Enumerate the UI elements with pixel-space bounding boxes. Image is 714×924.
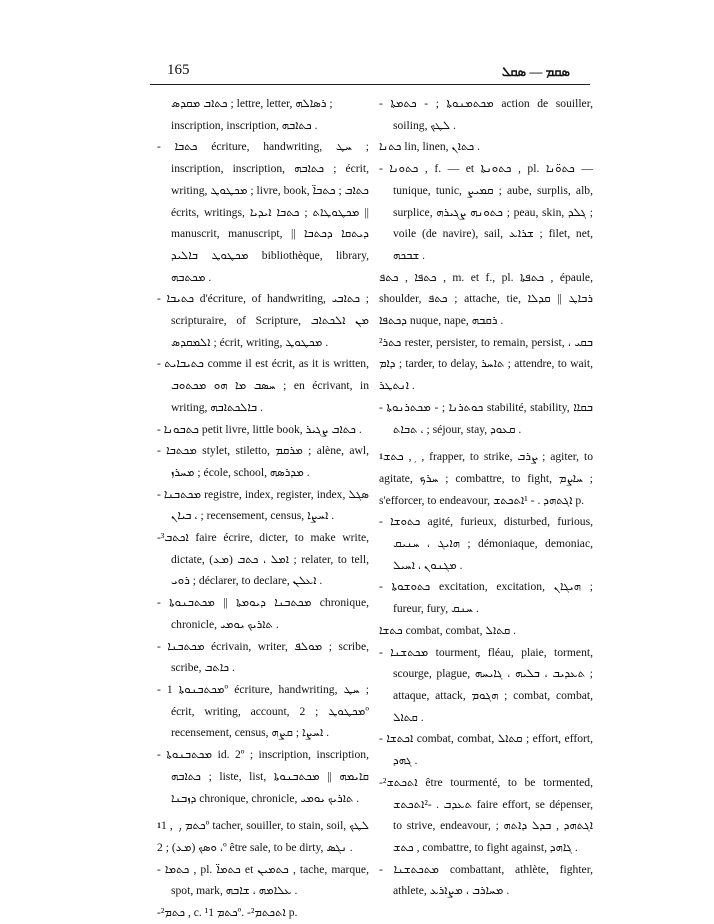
entry-text: inscription, inscription, ܟܬܐܒܗ . [171, 118, 318, 132]
entry-text: - ܡܟܬܫܢܐ tourment, fléau, plaie, torment, scourge, plague, ܬܥܕܝܒ ، ܒܠܝܗ ، ܓܐܝܚܗ ; attaque, attack, ܗܓܘܡ ; combat, combat, ܩܬܐܠ . [379, 645, 594, 724]
dictionary-entry [379, 136, 593, 158]
entry-text: - ܡܟܬܒܢܐ écrivain, writer, ܡܘܠܦ ; scribe, scribe, ܟܐܬܒ . [157, 639, 369, 675]
page-header [0, 62, 714, 84]
dictionary-entry [157, 679, 369, 744]
entry-text: - ܟܬܒܘܢܐ petit livre, little book, ܟܬܐܒ ܨܓܝܪ . [157, 422, 362, 436]
dictionary-entry [157, 859, 369, 902]
entry-text: - ܟܬܘܢܐ , f. — et ܟܬܘܢܬܐ , pl. ܟܬܘ̈ܢܐ — tunique, tunic, ܩܡܝܨ ; aube, surplis, alb, surplice, ܟܬܘܢܗ ܨܓܝܪܗ ; peau, skin, ܓܠܕ ; voile (de navire), sail, ܫܪܐܥ ; filet, net, ܫܒܟܗ . [379, 162, 594, 262]
entry-text: - ܡܟܬܒܢܘܬܐ id. 2º ; inscription, inscription, ܟܬܐܒܗ ; liste, list, ܩܐܝܡܗ || ܡܟܬܒܢܘܬܐ ܕܙܒܢܐ chronique, chronicle, ܬܐܪܝܟ ܝܘܡܝ . [157, 748, 370, 805]
entry-text: -²ܟܬܡ , c. ¹ܟܬܡ 1º. -²ܐܬܟܬܡ p. [157, 906, 298, 920]
dictionary-entry [157, 440, 369, 483]
header-rule [150, 84, 590, 85]
dictionary-entry [157, 902, 369, 924]
entry-text: - ܡܬܟܬܫܢܐ combattant, athlète, fighter, athlete, ܡܚܐܪܒ ، ܡܨܐܪܥ . [379, 862, 593, 898]
dictionary-entry [157, 484, 369, 527]
dictionary-entry [379, 446, 593, 511]
dictionary-entry [157, 93, 369, 115]
dictionary-entry [379, 93, 593, 136]
dictionary-entry [379, 332, 593, 397]
dictionary-entry [157, 527, 369, 592]
dictionary-entry [379, 728, 593, 771]
entry-text: - ܟܬܘܫܐ agité, furieux, disturbed, furious, ܗܐܝܓ ، ܚܢܝܩ ; démoniaque, demoniac, ܡܓܢܘܢ ، ܐܚܝܠ . [379, 515, 593, 572]
entry-text: ²ܟܬܪ rester, persister, to remain, persist, ܒܩܝ ، ܕܐܡ ; tarder, to delay, ܬܐܚܪ ; attendre, to wait, ܐܢܬܛܪ . [379, 335, 593, 393]
dictionary-entry [379, 772, 593, 859]
entry-text: - ܟܬܒܐ écriture, handwriting, ܚܛ ; inscription, inscription, ܟܬܐܒܗ ; écrit, writing, ܡܟܛܘܛ ; livre, book, ܟܬܐܒ ; ܟܬܒܐ̈ écrits, writings, ܡܟܛܘܛܐܬ ; ܟܬܒܐ ܐܝܕܝܐ || manuscrit, manuscript, ܕܝܬܩܐ ܕܟܬܒܐ || ܡܟܛܘܛ ܒܐܠܝܕ bibliothèque, library, ܡܟܬܒܗ . [157, 140, 370, 284]
dictionary-entry [379, 620, 593, 642]
entry-text: ܟܬܦܐ , ܟܬܦ , m. et f., pl. ܟܬܦܬܐ , épaule, shoulder, ܟܬܦ ; attache, tie, ܪܒܐܛ || ܩܕܠܐ ܕܟܬܦܐ nuque, nape, ܪܩܒܗ . [379, 270, 593, 328]
entry-text: ܟܬܫ , ܼ , frapper, to strike, ܨܪܒ ; agiter, to agitate, ܚܪܟ ; combattre, to fight, ܚܐܨܡ ; s'efforcer, to endeavour, ܐܓܬܗܕ . - ¹ܐܬܟܬܫ p. [379, 450, 594, 507]
entry-text: - ܡܟܬܒܢܘܬܐ 1º écriture, handwriting, ܚܛ ; écrit, writing, account, ܡܟܛܘܛ ; 2º recensement, census, ܐܚܨܐ ; ܩܨܗ . [157, 682, 370, 740]
dictionary-entry [157, 419, 369, 441]
dictionary-entry [157, 636, 369, 679]
entry-text: ܟܬܢܐ lin, linen, ܟܬܐܢ . [379, 140, 481, 154]
dictionary-entry [157, 592, 369, 635]
entry-text: - ܟܬܝܒܐ d'écriture, of handwriting, ܟܬܐܒܝ ; scripturaire, of Scripture, ܡܢ ܐܠܟܬܐܒ ܐܠܡܩܕܣ ; écrit, writing, ܡܟܛܘܛ . [157, 292, 370, 349]
dictionary-entry [379, 576, 593, 619]
dictionary-entry [379, 642, 593, 729]
entry-text: - ܡܟܬܒܢܐ registre, index, register, index, ܣܓܠ ، ܒܝܐܢ ; recensement, census, ܐܚܨܐ . [157, 487, 369, 523]
entry-superscript: 1 [379, 452, 383, 462]
dictionary-entry [157, 353, 369, 418]
dictionary-entry [379, 397, 593, 440]
entry-text: ܟܬܐܒ ܡܩܕܣ ; lettre, letter, ܪܣܐܠܗ ; [171, 97, 333, 110]
dictionary-entry [157, 136, 369, 288]
entry-text: - ܟܬܡܐ , pl. ܟܬܡܐ̈ et ܟܬܡܝܢ , tache, marque, spot, mark, ܥܠܐܡܗ ، ܫܐܒܗ . [157, 862, 369, 898]
entry-text: - ܡܟܬܒܐ stylet, stiletto, ܡܪܩܡ ; alène, awl, ܡܚܪܙ ; école, school, ܡܕܪܣܗ . [157, 444, 369, 479]
dictionary-entry [157, 744, 369, 809]
entry-superscript: 1 [157, 821, 161, 831]
entry-text: ܟܬܡ , ܼ , 1º tacher, souiller, to stain, soil, ܠܛܟ ، ܘܣܟ (ܡܥ) ; 2º être sale, to be dirty, ܢܓܣ . [157, 819, 369, 854]
left-column [157, 93, 369, 924]
dictionary-entry [157, 815, 369, 858]
entry-text: -²ܐܬܟܬܫ être tourmenté, to be tormented, ܬܥܕܒ . -²ܐܬܟܬܫ faire effort, se dépenser, to strive, endeavour, ܐܓܬܗܕ , ܒܕܠ ܕܐܬܗ ; ܟܬܫ , combattre, to fight against, ܓܐܗܕ . [379, 775, 593, 854]
entry-text: - ܡܟܬܡܢܘܬܐ ; - ܟܬܡܬܐ action de souiller, soiling, ܠܛܟ . [379, 97, 593, 132]
entry-text: - ܡܟܬܒܢܐ ܕܝܘܡܬܐ || ܡܟܬܒܢܘܬܐ chronique, chronicle, ܬܐܪܝܟ ܝܘܡܝ . [157, 596, 370, 631]
running-head: ܣܩܡ — ܣܩܠ [501, 64, 570, 79]
dictionary-entry [157, 288, 369, 353]
entry-text: - ܟܬܘܫܘܬܐ excitation, excitation, ܗܝܓܐܢ ; fureur, fury, ܚܢܩ . [379, 580, 594, 616]
entry-text: - ܟܬܝܒܐܝܬ comme il est écrit, as it is written, ܚܣܒ ܡܐ ܗܘ ܡܟܬܘܒ ; en écrivant, in writing, ܒܐܠܟܬܐܒܗ . [157, 357, 369, 414]
entry-text: ܟܬܫܐ combat, combat, ܩܬܐܠ . [379, 623, 517, 637]
entry-text: -³ܐܟܬܒ faire écrire, dicter, to make write, dictate, ܐܡܠ ، ܟܬܒ (ܡܥ) ; relater, to tell, ܪܘܝ ; déclarer, to declare, ܐܥܠܢ . [157, 531, 369, 588]
page-number: 165 [167, 62, 190, 78]
dictionary-entry [379, 511, 593, 576]
right-column [379, 93, 593, 902]
dictionary-entry [157, 115, 369, 137]
dictionary-entry [379, 158, 593, 267]
entry-text: - ܐܟܬܫܐ combat, combat, ܩܬܐܠ ; effort, effort, ܓܗܕ . [379, 732, 593, 768]
dictionary-entry [379, 267, 593, 332]
dictionary-entry [379, 859, 593, 902]
entry-text: - ܟܘܬܪܢܐ ; - ܡܟܬܪܢܘܬܐ stabilité, stability, ܒܩܐܐ ، ܬܒܐܬ ; séjour, stay, ܩܥܘܕ . [379, 400, 594, 436]
